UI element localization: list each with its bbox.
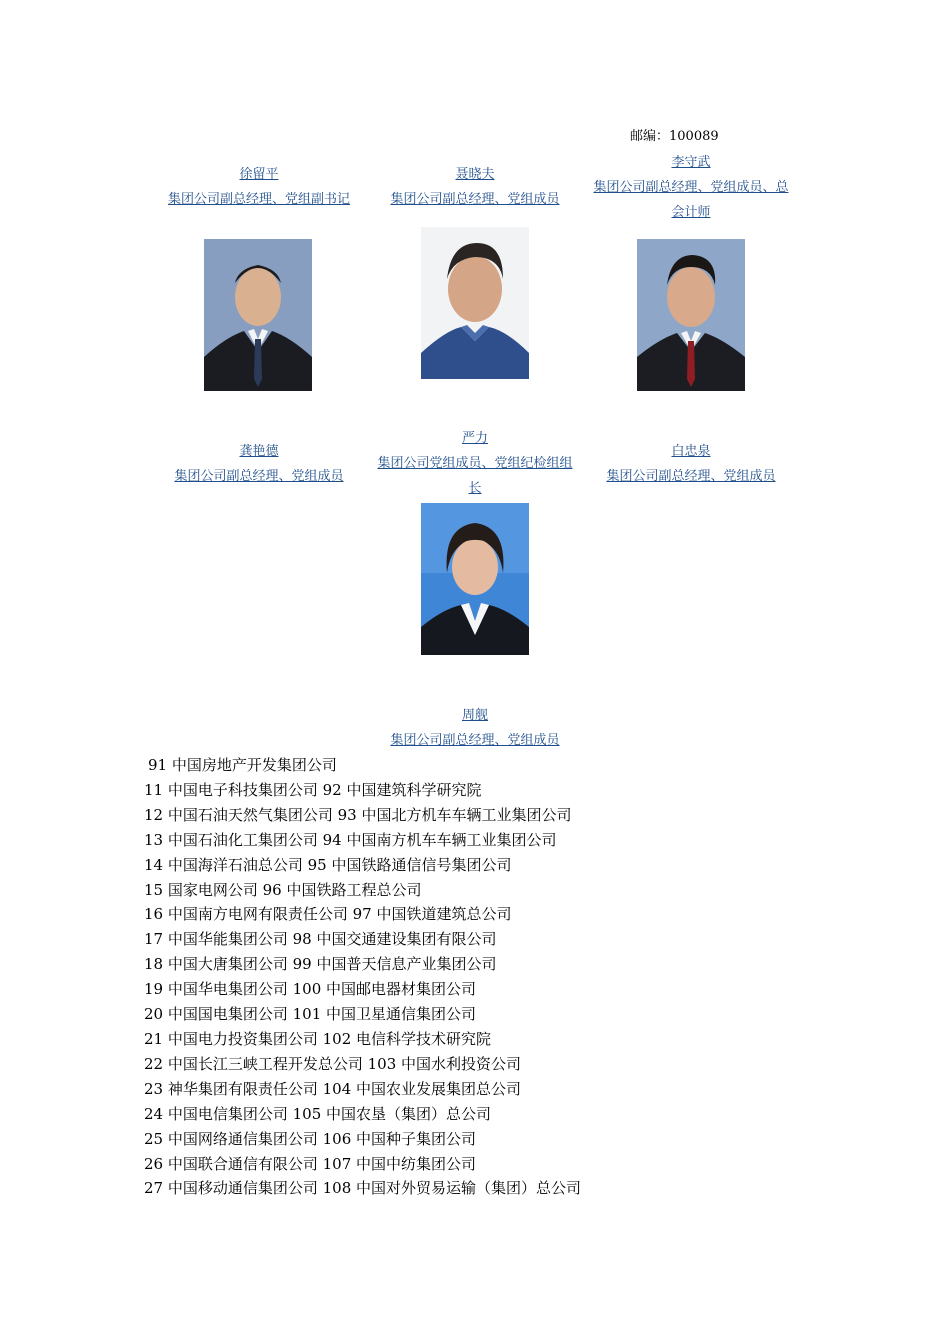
list-item: 17 中国华能集团公司 98 中国交通建设集团有限公司 <box>144 930 497 949</box>
list-item: 26 中国联合通信有限公司 107 中国中纺集团公司 <box>144 1154 477 1173</box>
leader-card-4 <box>150 439 368 489</box>
leader-card-3 <box>580 150 802 225</box>
leader-role-link-continued[interactable]: 长 <box>468 481 482 496</box>
list-item: 19 中国华电集团公司 100 中国邮电器材集团公司 <box>144 980 477 999</box>
list-item: 21 中国电力投资集团公司 102 电信科学技术研究院 <box>144 1029 492 1048</box>
leader-role-link[interactable]: 集团公司副总经理、党组成员 <box>606 469 776 484</box>
list-item: 18 中国大唐集团公司 99 中国普天信息产业集团公司 <box>144 955 497 974</box>
company-list <box>144 753 581 1201</box>
postal-code: 邮编：100089 <box>630 129 719 144</box>
leader-name-link[interactable]: 徐留平 <box>239 167 279 182</box>
leader-card-1 <box>150 162 368 212</box>
leader-role-link[interactable]: 集团公司党组成员、党组纪检组组 <box>377 456 573 471</box>
leader-photo-1 <box>204 239 312 391</box>
leader-photo-5 <box>421 503 529 655</box>
leader-card-7 <box>366 703 584 753</box>
list-item: 15 国家电网公司 96 中国铁路工程总公司 <box>144 880 422 899</box>
leader-role-link[interactable]: 集团公司副总经理、党组成员 <box>390 192 560 207</box>
list-item: 16 中国南方电网有限责任公司 97 中国铁道建筑总公司 <box>144 905 512 924</box>
list-item: 23 神华集团有限责任公司 104 中国农业发展集团总公司 <box>144 1079 522 1098</box>
list-item: 91 中国房地产开发集团公司 <box>148 756 337 774</box>
leader-photo-3 <box>637 239 745 391</box>
list-item: 20 中国国电集团公司 101 中国卫星通信集团公司 <box>144 1005 477 1024</box>
leader-photo-2 <box>421 227 529 379</box>
list-item: 12 中国石油天然气集团公司 93 中国北方机车车辆工业集团公司 <box>144 805 572 824</box>
list-item: 11 中国电子科技集团公司 92 中国建筑科学研究院 <box>144 780 482 799</box>
leader-card-2 <box>366 162 584 212</box>
list-item: 14 中国海洋石油总公司 95 中国铁路通信信号集团公司 <box>144 855 512 874</box>
leader-card-5 <box>364 426 586 501</box>
list-item: 13 中国石油化工集团公司 94 中国南方机车车辆工业集团公司 <box>144 830 557 849</box>
leader-name-link[interactable]: 严力 <box>461 431 488 446</box>
leader-name-link[interactable]: 李守武 <box>671 155 711 170</box>
leader-card-6 <box>582 439 800 489</box>
leader-role-link[interactable]: 集团公司副总经理、党组副书记 <box>167 192 350 207</box>
list-item: 24 中国电信集团公司 105 中国农垦（集团）总公司 <box>144 1104 492 1123</box>
list-item: 25 中国网络通信集团公司 106 中国种子集团公司 <box>144 1129 477 1148</box>
leader-name-link[interactable]: 龚艳德 <box>239 444 279 459</box>
leader-role-link[interactable]: 集团公司副总经理、党组成员 <box>390 733 560 748</box>
leader-name-link[interactable]: 聂晓夫 <box>455 167 495 182</box>
leader-name-link[interactable]: 白忠泉 <box>671 444 711 459</box>
leader-role-link[interactable]: 集团公司副总经理、党组成员、总 <box>593 180 789 195</box>
leader-name-link[interactable]: 周舰 <box>461 708 488 723</box>
list-item: 27 中国移动通信集团公司 108 中国对外贸易运输（集团）总公司 <box>144 1179 582 1198</box>
leader-role-link[interactable]: 集团公司副总经理、党组成员 <box>174 469 344 484</box>
list-item: 22 中国长江三峡工程开发总公司 103 中国水利投资公司 <box>144 1054 522 1073</box>
leader-role-link-continued[interactable]: 会计师 <box>671 205 711 220</box>
